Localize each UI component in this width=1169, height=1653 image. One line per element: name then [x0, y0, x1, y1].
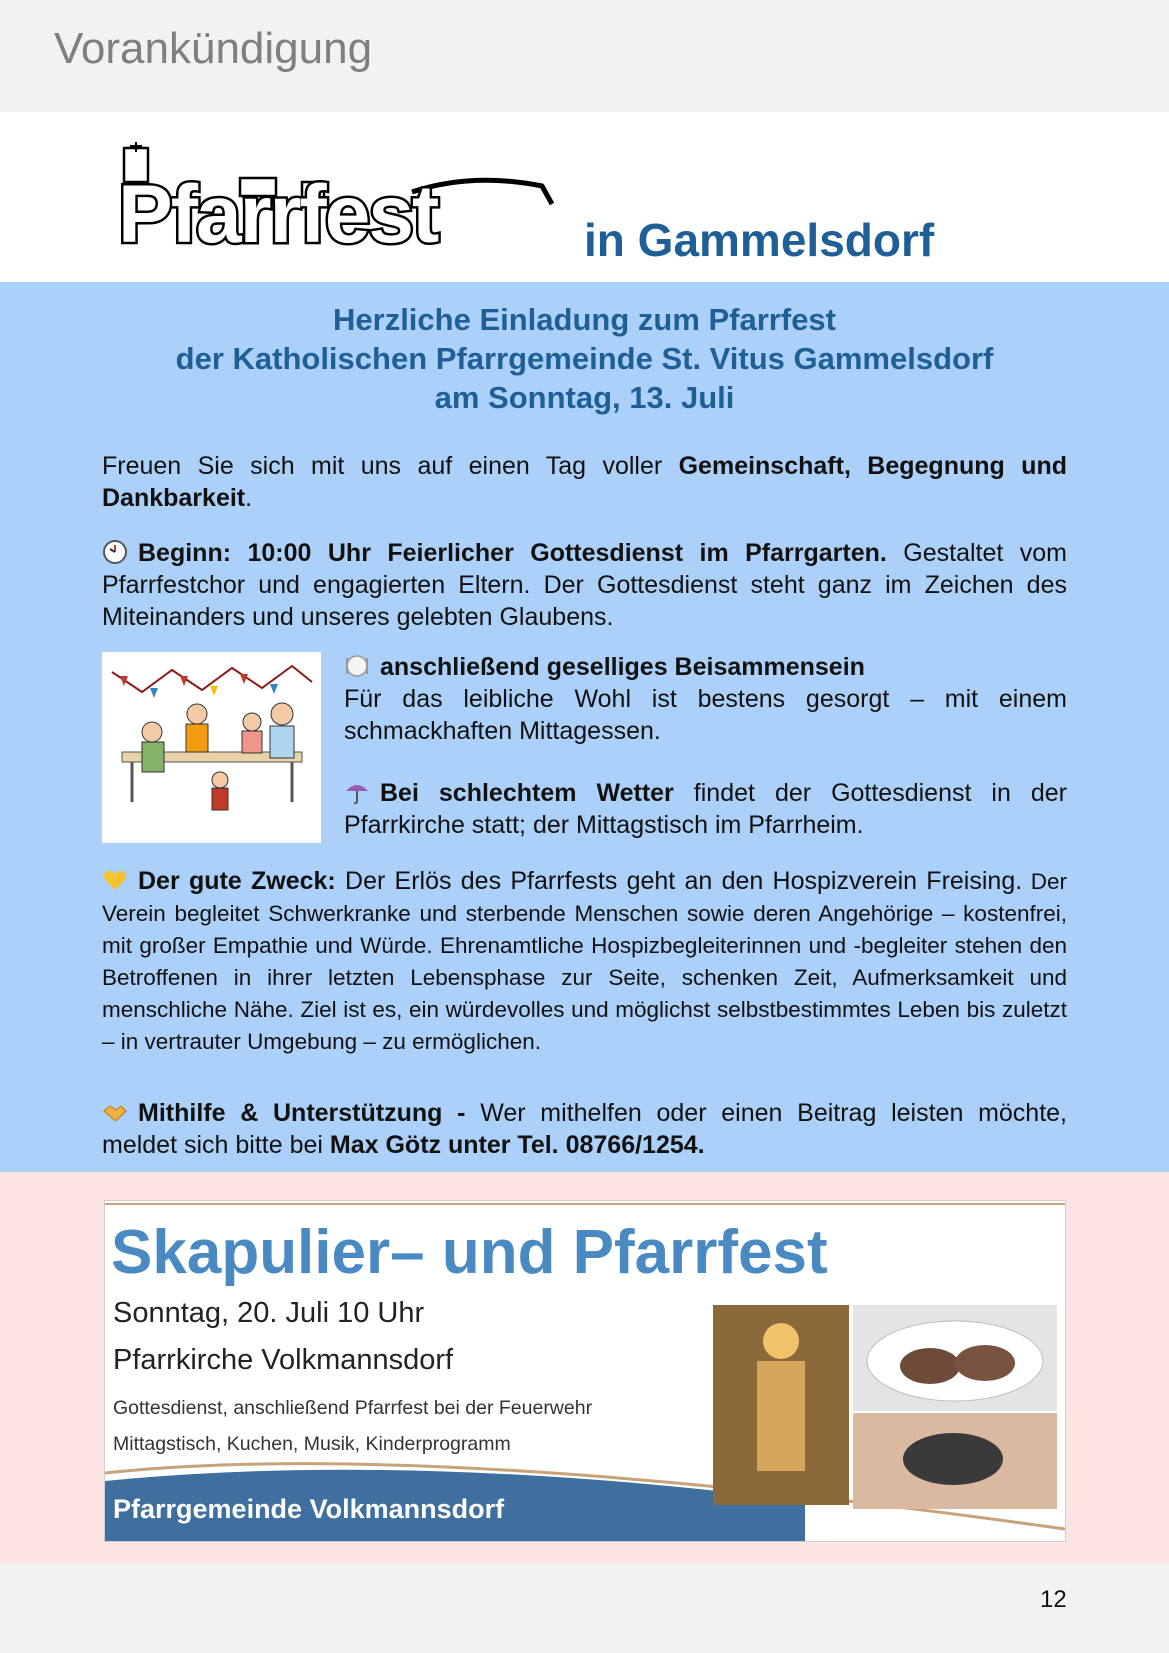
pfarrfest-logo: [112, 142, 567, 254]
umbrella-icon: [344, 779, 370, 805]
element-2: [757, 1361, 805, 1471]
intro-bold: Gemeinschaft, Begegnung und Dankbarkeit: [102, 452, 1067, 512]
clock-icon: [102, 539, 128, 565]
ad-footer: Pfarrgemeinde Volkmannsdorf: [113, 1494, 505, 1524]
ad-program-line1: Gottesdienst, anschließend Pfarrfest bei der Feuerwehr: [113, 1397, 593, 1419]
intro-paragraph: [102, 450, 1067, 514]
zweck-text: Der Erlös des Pfarrfests geht an den Hospizverein Freising.: [335, 867, 1023, 895]
beisammensein-text: Für das leibliche Wohl ist bestens gesorgt – mit einem schmackhaften Mittagessen.: [344, 685, 1067, 745]
page-number: 12: [1040, 1586, 1067, 1613]
logo-subtitle: in Gammelsdorf: [584, 214, 935, 266]
logo-text: Pfarrfest: [118, 169, 438, 254]
element-4: [900, 1348, 960, 1384]
beisammensein-paragraph: [344, 651, 1067, 747]
plate-icon: [344, 653, 370, 679]
skapulierfest-ad: [104, 1200, 1066, 1542]
beginn-bold: Beginn: 10:00 Uhr Feierlicher Gottesdienst im Pfarrgarten.: [138, 539, 887, 567]
ad-date: Sonntag, 20. Juli 10 Uhr: [113, 1297, 425, 1329]
invitation-heading-line3: am Sonntag, 13. Juli: [434, 380, 735, 415]
element-5: [955, 1345, 1015, 1381]
element-1: [763, 1323, 799, 1359]
ad-location: Pfarrkirche Volkmannsdorf: [113, 1344, 454, 1376]
header-title: Vorankündigung: [54, 24, 373, 73]
ad-program-line2: Mittagstisch, Kuchen, Musik, Kinderprogramm: [113, 1433, 511, 1455]
wetter-bold: Bei schlechtem Wetter: [380, 779, 674, 807]
festive-table-illustration: [102, 652, 321, 843]
mithilfe-paragraph: [102, 1097, 1067, 1161]
handshake-icon: [102, 1099, 128, 1125]
mithilfe-text: Wer mithelfen oder einen Beitrag leisten möchte, meldet sich bitte bei: [102, 1099, 1067, 1159]
mithilfe-contact: Max Götz unter Tel. 08766/1254.: [329, 1131, 705, 1159]
wetter-paragraph: [344, 777, 1067, 841]
intro-end: .: [245, 484, 253, 512]
zweck-bold: Der gute Zweck:: [138, 867, 336, 895]
wetter-text: findet der Gottesdienst in der Pfarrkirche statt; der Mittagstisch im Pfarrheim.: [344, 779, 1067, 839]
heart-icon: [102, 867, 128, 893]
invitation-heading-line2: der Katholischen Pfarrgemeinde St. Vitus Gammelsdorf: [175, 341, 994, 376]
page-header: [0, 0, 1169, 112]
intro-text: Freuen Sie sich mit uns auf einen Tag voller: [102, 452, 679, 480]
ad-title: Skapulier– und Pfarrfest: [111, 1218, 828, 1287]
beisammensein-bold: anschließend geselliges Beisammensein: [380, 653, 865, 681]
zweck-paragraph: [102, 865, 1067, 1057]
zweck-detail-text: Der Verein begleitet Schwerkranke und sterbende Menschen sowie deren Angehörige – kostenfrei, mit großer Empathie und Würde. Ehrenamtliche Hospizbegleiterinnen und -begleiter stehen den Betroffenen in ihrer letzten Lebensphase zur Seite, schenken Zeit, Aufmerksamkeit und menschliche Nähe. Ziel ist es, ein würdevolles und möglichst selbstbestimmtes Leben bis zuletzt – in vertrauter Umgebung – zu ermöglichen.: [102, 869, 1068, 1054]
invitation-heading-line1: Herzliche Einladung zum Pfarrfest: [333, 302, 836, 337]
beginn-text: Gestaltet vom Pfarrfestchor und engagierten Eltern. Der Gottesdienst steht ganz im Zeichen des Miteinanders und unseres gelebten Glaubens.: [102, 539, 1067, 631]
beginn-paragraph: [102, 537, 1067, 633]
mithilfe-bold: Mithilfe & Unterstützung -: [138, 1099, 466, 1127]
element-6: [903, 1433, 1003, 1485]
